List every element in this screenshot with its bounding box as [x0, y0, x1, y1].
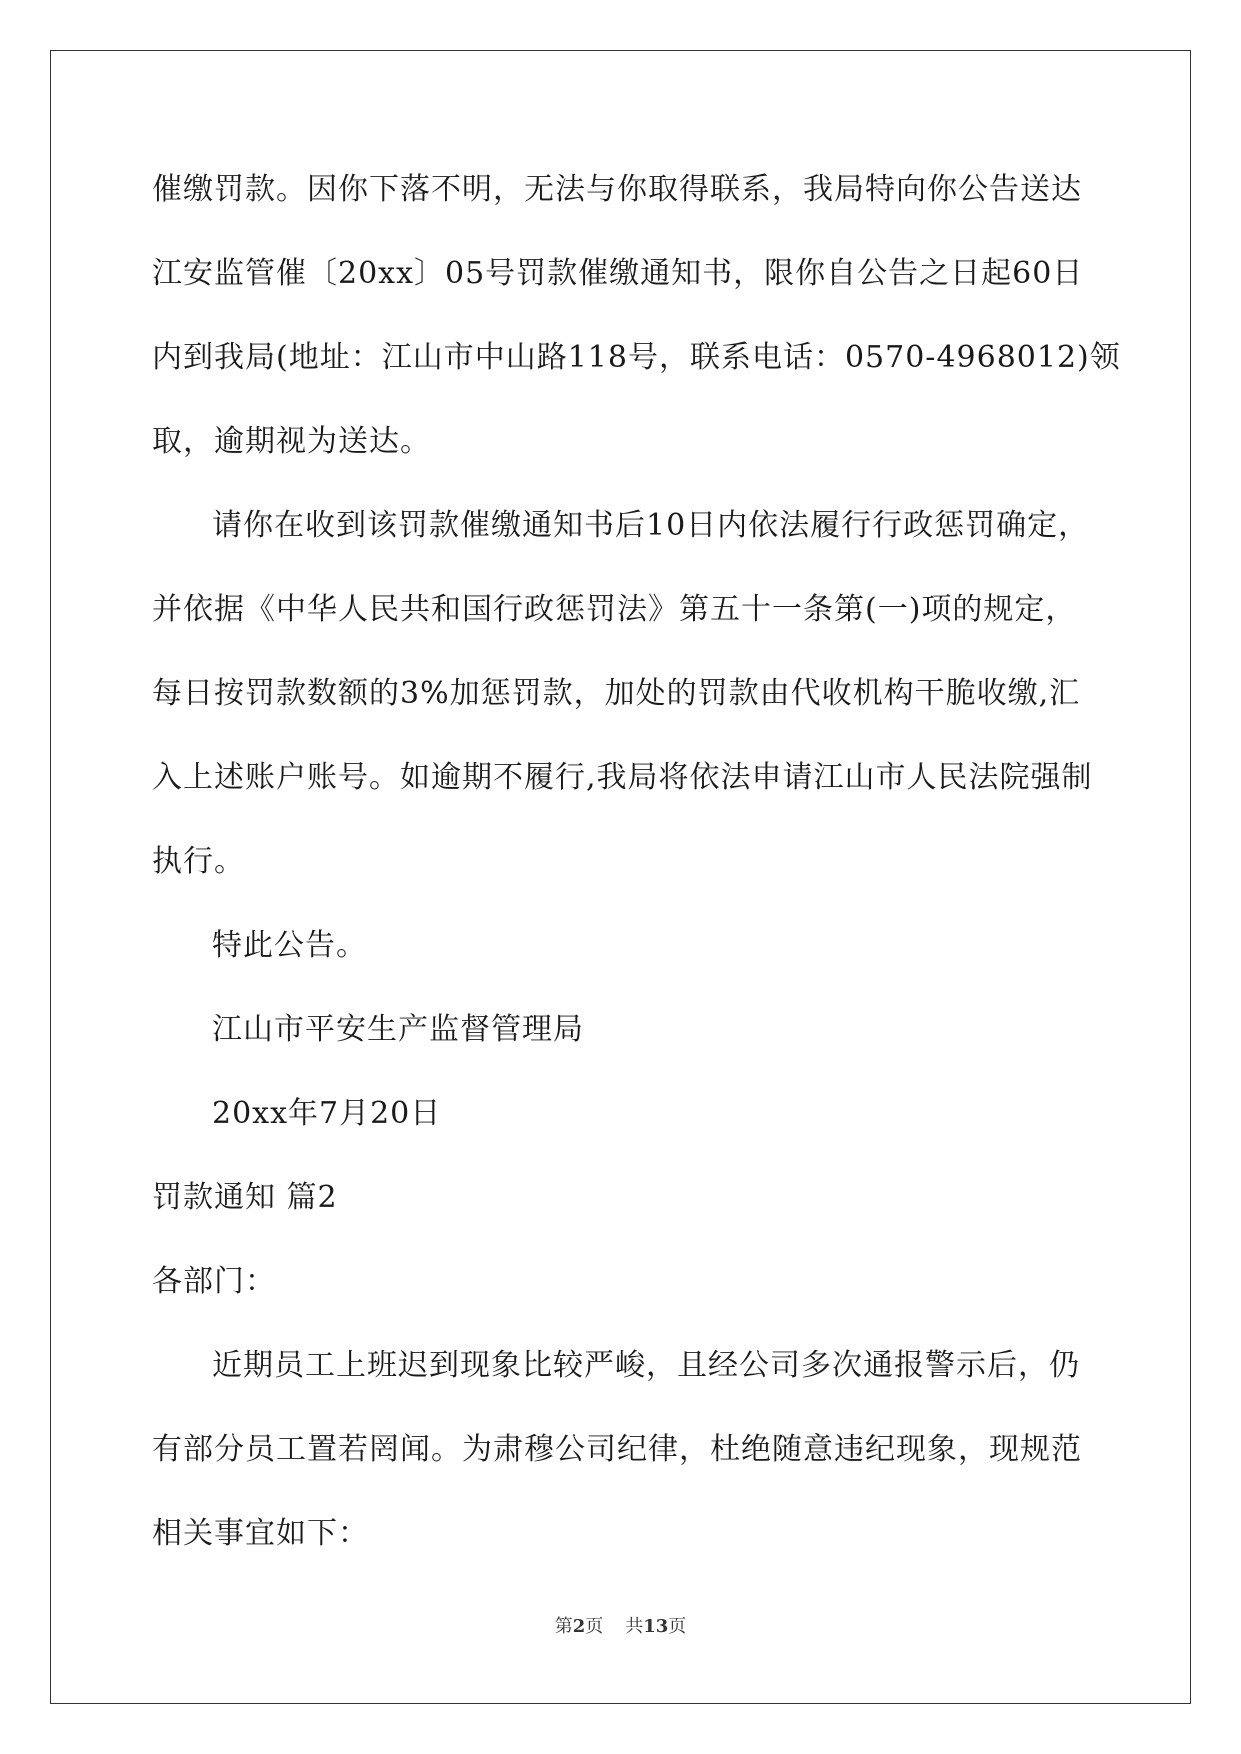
- issuer-name: 江山市平安生产监督管理局: [212, 1012, 584, 1047]
- page-total: 13: [643, 1616, 669, 1637]
- paragraph-line: 内到我局(地址：江山市中山路118号，联系电话：0570-4968012)领: [152, 340, 1121, 375]
- total-suffix: 页: [668, 1616, 687, 1637]
- closing-line: 特此公告。: [212, 928, 367, 963]
- paragraph-line: 入上述账户账号。如逾期不履行,我局将依法申请江山市人民法院强制: [152, 760, 1093, 795]
- paragraph-line: 取，逾期视为送达。: [152, 424, 431, 459]
- paragraph-line: 催缴罚款。因你下落不明，无法与你取得联系，我局特向你公告送达: [152, 172, 1082, 207]
- paragraph-line: 近期员工上班迟到现象比较严峻，且经公司多次通报警示后，仍: [212, 1348, 1080, 1383]
- paragraph-line: 并依据《中华人民共和国行政惩罚法》第五十一条第(一)项的规定，: [152, 592, 1077, 627]
- paragraph-line: 请你在收到该罚款催缴通知书后10日内依法履行行政惩罚确定，: [212, 508, 1090, 543]
- document-body: [152, 148, 1121, 1576]
- paragraph-line: 每日按罚款数额的3%加惩罚款，加处的罚款由代收机构干脆收缴,汇: [152, 676, 1081, 711]
- page-suffix: 页: [585, 1616, 604, 1637]
- page-footer: [0, 1612, 1241, 1638]
- page-prefix: 第: [554, 1616, 573, 1637]
- paragraph-line: 执行。: [152, 844, 245, 879]
- paragraph-line: 江安监管催〔20xx〕05号罚款催缴通知书，限你自公告之日起60日: [152, 256, 1084, 291]
- section-heading: 罚款通知 篇2: [152, 1180, 338, 1215]
- paragraph-line: 有部分员工置若罔闻。为肃穆公司纪律，杜绝随意违纪现象，现规范: [152, 1432, 1082, 1467]
- total-prefix: 共: [625, 1616, 644, 1637]
- page-current: 2: [572, 1616, 586, 1637]
- issue-date: 20xx年7月20日: [212, 1096, 442, 1131]
- paragraph-line: 相关事宜如下：: [152, 1516, 369, 1551]
- salutation: 各部门：: [152, 1264, 276, 1299]
